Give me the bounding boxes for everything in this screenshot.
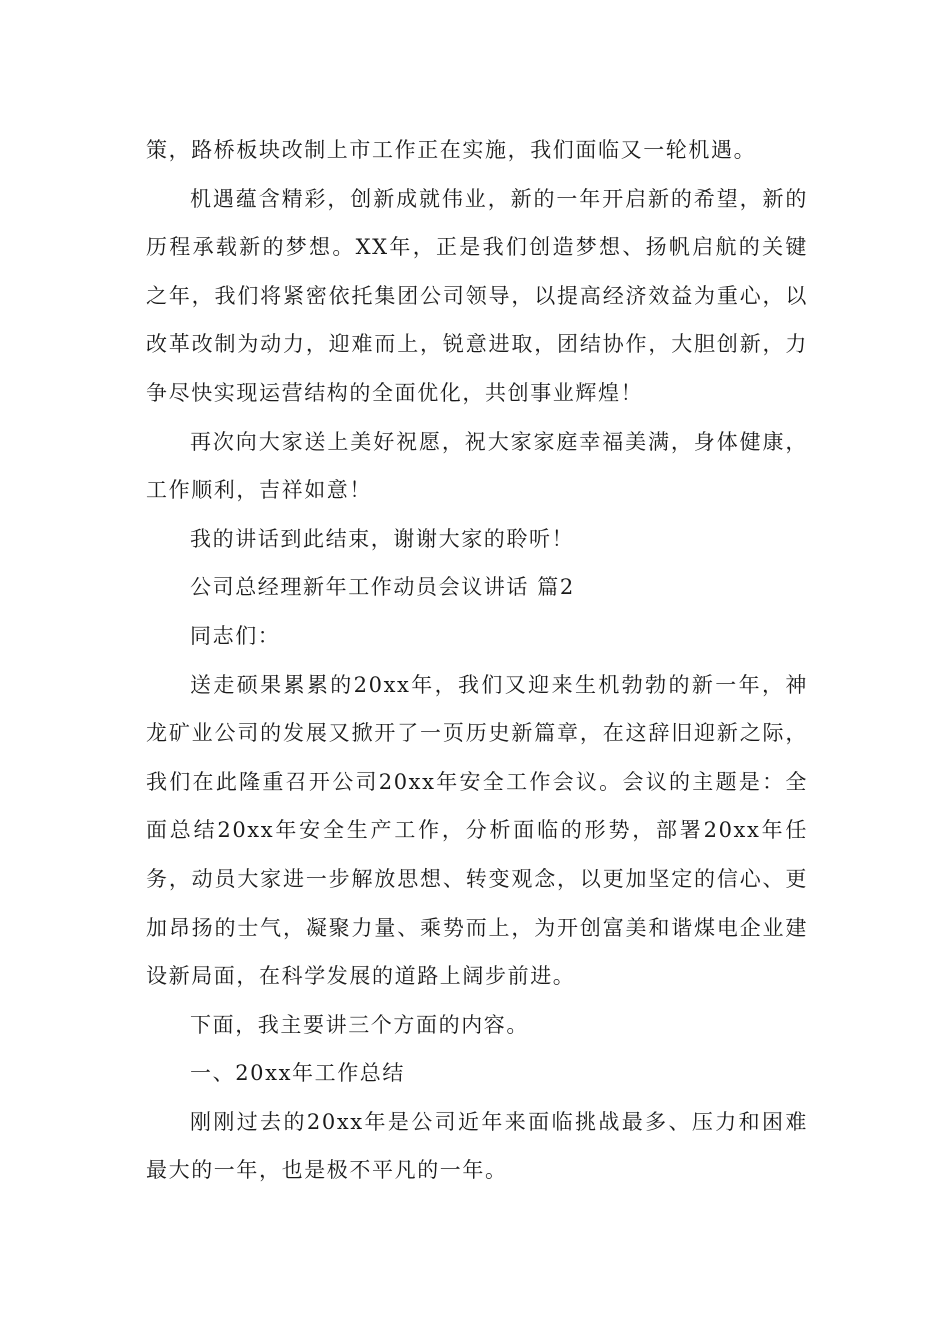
paragraph-2: 机遇蕴含精彩，创新成就伟业，新的一年开启新的希望，新的历程承载新的梦想。XX年，正是我们创造梦想、扬帆启航的关键之年，我们将紧密依托集团公司领导，以提高经济效益为重心，以改革改制为动力，迎难而上，锐意进取，团结协作，大胆创新，力争尽快实现运营结构的全面优化，共创事业辉煌！ <box>146 186 808 405</box>
paragraph-10: 刚刚过去的20xx年是公司近年来面临挑战最多、压力和困难最大的一年，也是极不平凡的一年。 <box>146 1109 808 1183</box>
document-body <box>146 126 808 1195</box>
paragraph-1: 策，路桥板块改制上市工作正在实施，我们面临又一轮机遇。 <box>146 138 757 162</box>
paragraph-4: 我的讲话到此结束，谢谢大家的聆听！ <box>190 526 575 551</box>
section-heading-speech-2: 公司总经理新年工作动员会议讲话 篇2 <box>190 575 575 600</box>
salutation: 同志们： <box>190 623 281 648</box>
subheading-work-summary: 一、20xx年工作总结 <box>190 1061 406 1086</box>
paragraph-8: 下面，我主要讲三个方面的内容。 <box>190 1012 529 1037</box>
paragraph-7: 送走硕果累累的20xx年，我们又迎来生机勃勃的新一年，神龙矿业公司的发展又掀开了一页历史新篇章，在这辞旧迎新之际，我们在此隆重召开公司20xx年安全工作会议。会议的主题是：全面总结20xx年安全生产工作，分析面临的形势，部署20xx年任务，动员大家进一步解放思想、转变观念，以更加坚定的信心、更加昂扬的士气，凝聚力量、乘势而上，为开创富美和谐煤电企业建设新局面，在科学发展的道路上阔步前进。 <box>146 672 808 989</box>
paragraph-3: 再次向大家送上美好祝愿，祝大家家庭幸福美满，身体健康，工作顺利，吉祥如意！ <box>146 429 808 503</box>
